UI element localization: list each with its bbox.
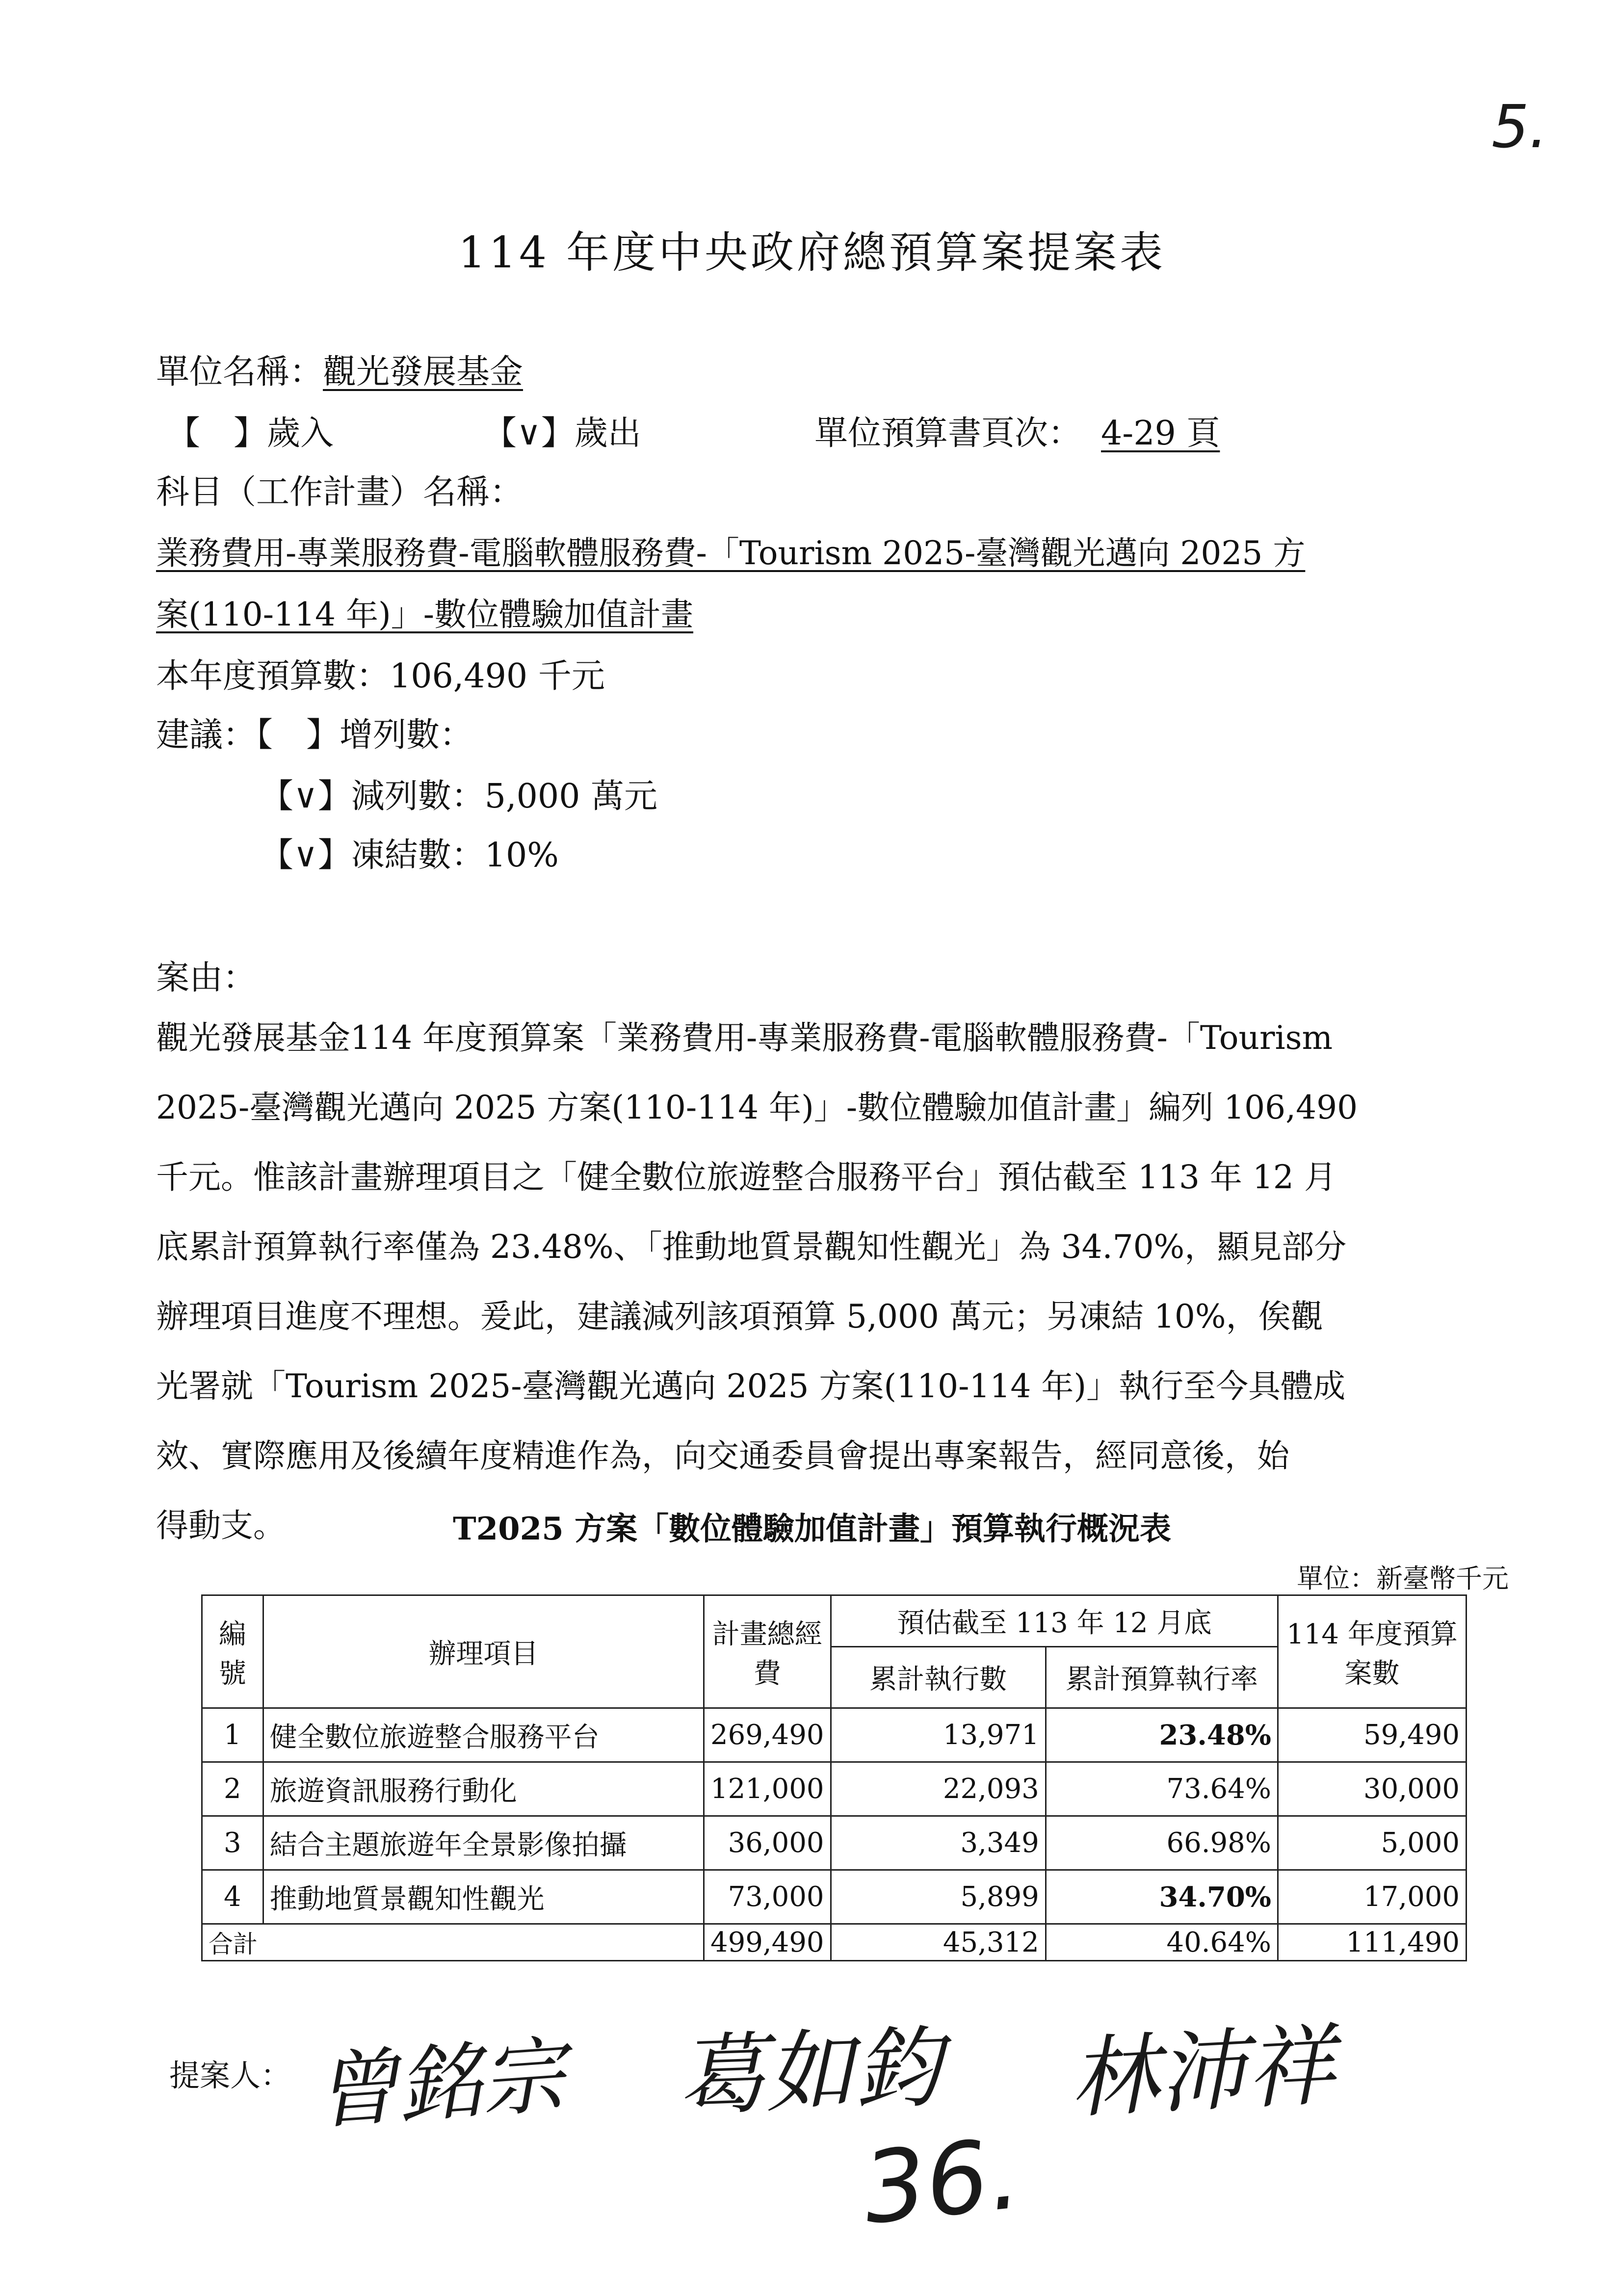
header-no: 編號 (202, 1595, 263, 1708)
signature-2: 葛如鈞 (676, 2016, 944, 2129)
signature-1: 曾銘宗 (311, 2027, 568, 2141)
expense-checkbox: 【∨】歲出 (483, 414, 641, 453)
cell-total: 121,000 (704, 1762, 831, 1816)
cell-budget114: 111,490 (1278, 1924, 1467, 1961)
reason-line: 千元。惟該計畫辦理項目之「健全數位旅遊整合服務平台」預估截至 113 年 12 月 (156, 1158, 1336, 1196)
reason-line: 底累計預算執行率僅為 23.48%、「推動地質景觀知性觀光」為 34.70%，顯見部分 (156, 1228, 1347, 1266)
cell-total: 73,000 (704, 1870, 831, 1924)
cell-cum-exec: 3,349 (831, 1816, 1046, 1870)
reason-line: 辦理項目進度不理想。爰此，建議減列該項預算 5,000 萬元；另凍結 10%，俟觀 (156, 1298, 1323, 1335)
cell-total-label: 合計 (202, 1924, 704, 1961)
cell-item: 推動地質景觀知性觀光 (263, 1870, 704, 1924)
handwritten-number: 36. (858, 2116, 1025, 2246)
reason-line: 光署就「Tourism 2025-臺灣觀光邁向 2025 方案(110-114 年)」執行至今具體成 (156, 1367, 1346, 1405)
header-cum-rate: 累計預算執行率 (1046, 1647, 1278, 1708)
suggest-freeze: 【∨】凍結數：10% (260, 836, 559, 875)
header-cum-exec: 累計執行數 (831, 1647, 1046, 1708)
reason-line: 2025-臺灣觀光邁向 2025 方案(110-114 年)」-數位體驗加值計畫」編列 106,490 (156, 1089, 1358, 1126)
cell-cum-exec: 45,312 (831, 1924, 1046, 1961)
reason-line: 觀光發展基金114 年度預算案「業務費用-專業服務費-電腦軟體服務費-「Tourism (156, 1019, 1333, 1057)
cell-no: 1 (202, 1708, 263, 1762)
header-item: 辦理項目 (263, 1595, 704, 1708)
header-group: 預估截至 113 年 12 月底 (831, 1595, 1278, 1647)
cell-cum-exec: 13,971 (831, 1708, 1046, 1762)
item-label: 科目（工作計畫）名稱： (156, 473, 524, 512)
reason-line: 得動支。 (156, 1507, 286, 1544)
item-name-line-1: 業務費用-專業服務費-電腦軟體服務費-「Tourism 2025-臺灣觀光邁向 2025 方 (156, 534, 1306, 572)
revenue-checkbox: 【 】歲入 (167, 414, 334, 453)
reason-label: 案由： (156, 959, 257, 997)
budget-execution-table (201, 1594, 1467, 1961)
cell-total: 499,490 (704, 1924, 831, 1961)
suggest-increase: 建議：【 】增列數： (156, 716, 473, 755)
unit-name-label: 單位名稱： (156, 353, 323, 391)
proposer-label: 提案人： (169, 2058, 291, 2093)
page-ref-row (814, 414, 1239, 453)
page-title: 114 年度中央政府總預算案提案表 (458, 227, 1166, 278)
page-number-mark: 5. (1492, 93, 1548, 161)
table-row (202, 1870, 1467, 1924)
table-unit: 單位：新臺幣千元 (1297, 1563, 1509, 1594)
cell-cum-rate: 40.64% (1046, 1924, 1278, 1961)
cell-cum-exec: 5,899 (831, 1870, 1046, 1924)
suggest-reduce: 【∨】減列數：5,000 萬元 (260, 777, 658, 816)
signature-3: 林沛祥 (1067, 2014, 1337, 2131)
table-row (202, 1708, 1467, 1762)
cell-cum-rate: 66.98% (1046, 1816, 1278, 1870)
cell-budget114: 30,000 (1278, 1762, 1467, 1816)
reason-body (156, 1003, 1510, 1561)
cell-item: 結合主題旅遊年全景影像拍攝 (263, 1816, 704, 1870)
cell-total: 36,000 (704, 1816, 831, 1870)
unit-name-row (156, 353, 524, 391)
cell-budget114: 59,490 (1278, 1708, 1467, 1762)
table-row (202, 1816, 1467, 1870)
cell-no: 2 (202, 1762, 263, 1816)
table-title: T2025 方案「數位體驗加值計畫」預算執行概況表 (452, 1511, 1172, 1547)
table-total-row (202, 1924, 1467, 1961)
cell-total: 269,490 (704, 1708, 831, 1762)
cell-no: 4 (202, 1870, 263, 1924)
cell-cum-rate: 34.70% (1046, 1870, 1278, 1924)
cell-cum-rate: 23.48% (1046, 1708, 1278, 1762)
cell-no: 3 (202, 1816, 263, 1870)
reason-line: 效、實際應用及後續年度精進作為，向交通委員會提出專案報告，經同意後，始 (156, 1437, 1289, 1475)
page-ref-value: 4-29 頁 (1101, 414, 1220, 453)
cell-cum-rate: 73.64% (1046, 1762, 1278, 1816)
unit-name-value: 觀光發展基金 (323, 353, 524, 391)
cell-budget114: 5,000 (1278, 1816, 1467, 1870)
cell-cum-exec: 22,093 (831, 1762, 1046, 1816)
table-row (202, 1762, 1467, 1816)
budget-amount: 本年度預算數：106,490 千元 (156, 657, 605, 696)
cell-item: 旅遊資訊服務行動化 (263, 1762, 704, 1816)
page-ref-label: 單位預算書頁次： (814, 414, 1082, 453)
item-name-line-2: 案(110-114 年)」-數位體驗加值計畫 (156, 596, 694, 633)
cell-budget114: 17,000 (1278, 1870, 1467, 1924)
header-total: 計畫總經費 (704, 1595, 831, 1708)
header-budget114: 114 年度預算案數 (1278, 1595, 1467, 1708)
cell-item: 健全數位旅遊整合服務平台 (263, 1708, 704, 1762)
